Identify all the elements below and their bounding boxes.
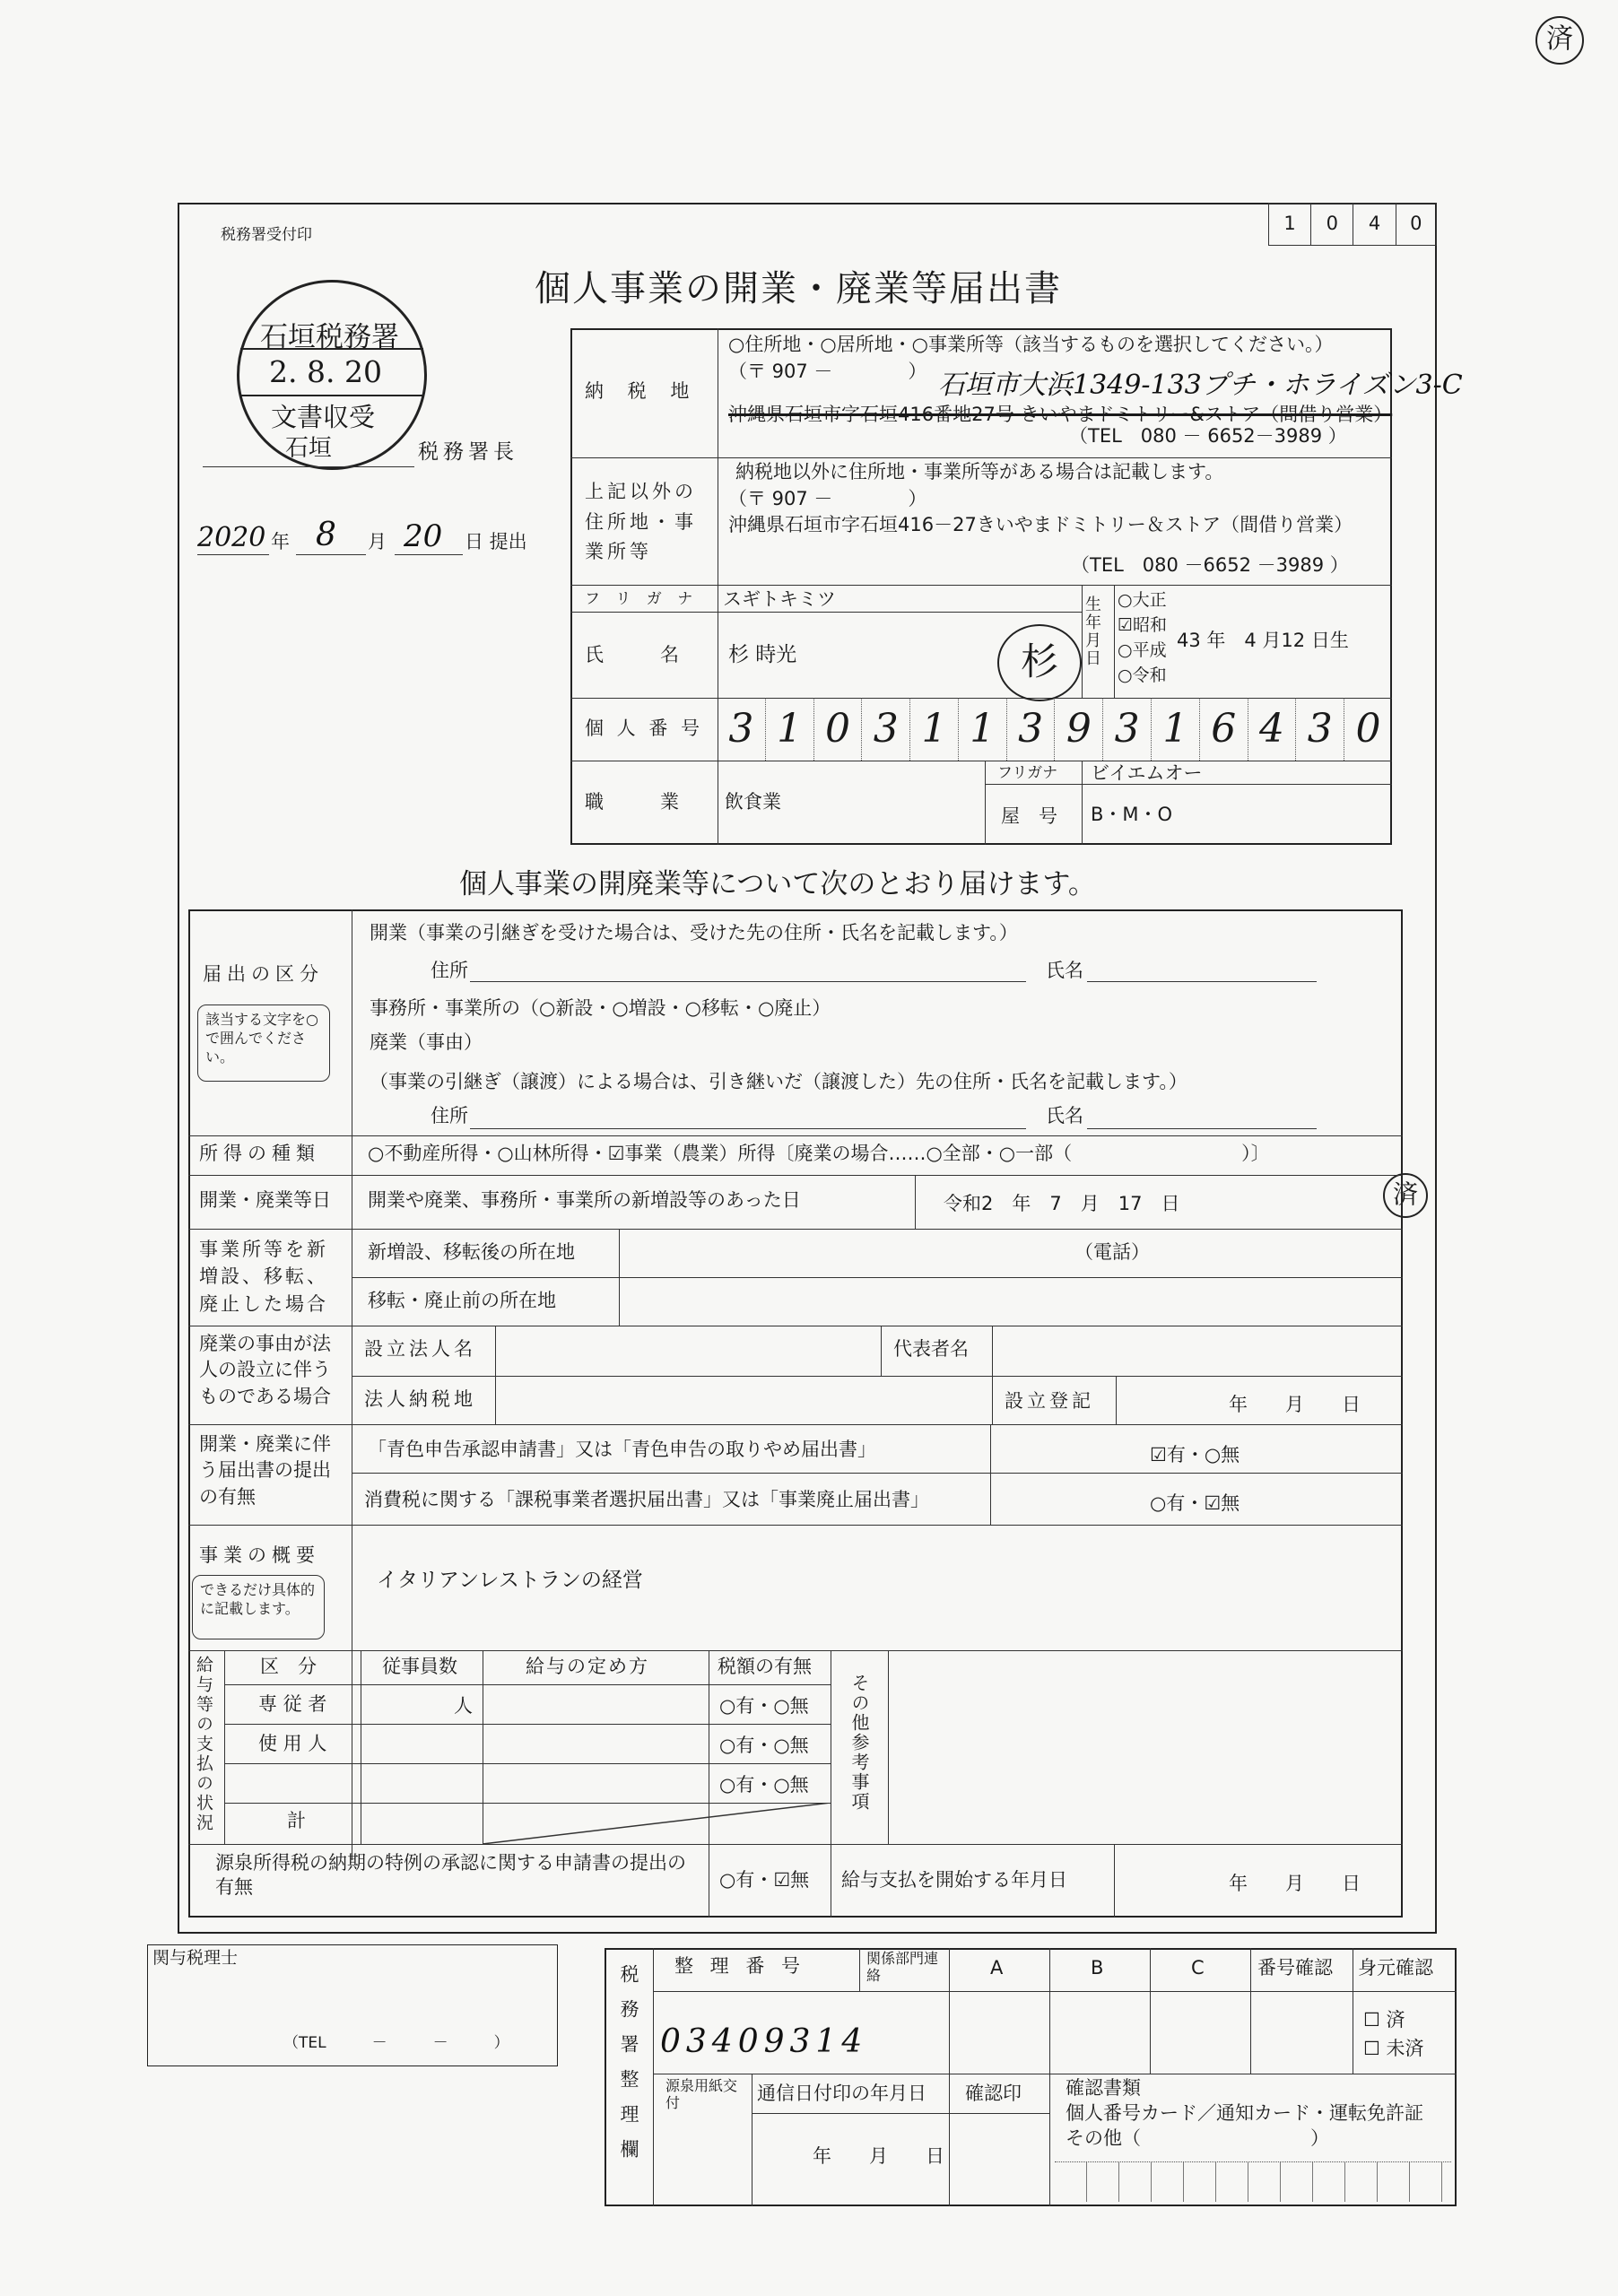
start-date-label: 開業・廃業等日 bbox=[199, 1189, 331, 1211]
start-date-value: 令和2 年 7 月 17 日 bbox=[944, 1193, 1180, 1214]
stamp-line bbox=[240, 395, 423, 396]
rule bbox=[188, 1175, 1403, 1176]
rule bbox=[188, 1844, 1403, 1845]
office-underline bbox=[203, 466, 414, 467]
my-number-digit: 1 bbox=[1152, 698, 1200, 761]
stamp-date: 2. 8. 20 bbox=[269, 354, 382, 389]
office-use-docs-label: 確認書類 bbox=[1066, 2077, 1141, 2099]
related-docs-label: 開業・廃業に伴う届出書の提出の有無 bbox=[199, 1433, 331, 1508]
corporation-name-label: 設立法人名 bbox=[364, 1338, 476, 1360]
rule bbox=[888, 1650, 889, 1844]
stamp-received: 文書収受 bbox=[271, 402, 376, 432]
subtitle: 個人事業の開廃業等について次のとおり届けます。 bbox=[459, 868, 1096, 900]
office-use-num-check: 番号確認 bbox=[1257, 1957, 1333, 1979]
my-number-digit: 6 bbox=[1200, 698, 1248, 761]
my-number-digit: 3 bbox=[862, 698, 910, 761]
tax-accountant-label: 関与税理士 bbox=[152, 1948, 239, 1968]
rule bbox=[1116, 1376, 1117, 1424]
rule bbox=[1114, 1844, 1115, 1918]
tax-place-address: 沖縄県石垣市字石垣416番地27号 きいやまドミトリー&ストア（間借り営業） bbox=[728, 404, 1393, 425]
withholding-label: 源泉所得税の納期の特例の承認に関する申請書の提出の有無 bbox=[215, 1852, 686, 1899]
office-change-label: 事業所等を新増設、移転、廃止した場合 bbox=[199, 1239, 328, 1315]
form-number bbox=[1268, 203, 1437, 246]
rule bbox=[188, 1650, 1403, 1651]
date-underline bbox=[197, 554, 269, 555]
rule bbox=[352, 1277, 1403, 1278]
office-use-ref-number: 03409314 bbox=[660, 2023, 868, 2060]
trade-name-furigana: ビイエムオー bbox=[1091, 762, 1203, 784]
notification-line1: 開業（事業の引継ぎを受けた場合は、受けた先の住所・氏名を記載します。） bbox=[370, 922, 1018, 944]
office-use-other-value: その他（ ） bbox=[1066, 2127, 1329, 2149]
office-use-col: C bbox=[1191, 1957, 1205, 1979]
tax-place-tel: （TEL 080 － 6652－3989 ） bbox=[1069, 425, 1347, 447]
my-number-digit: 4 bbox=[1248, 698, 1297, 761]
business-summary-note: できるだけ具体的に記載します。 bbox=[192, 1575, 325, 1639]
other-address-label: 上記以外の住所地・事業所等 bbox=[585, 481, 697, 563]
office-use-id-check: 身元確認 bbox=[1358, 1957, 1433, 1979]
corporation-label: 廃業の事由が法人の設立に伴うものである場合 bbox=[199, 1333, 331, 1407]
rule bbox=[752, 2113, 1049, 2114]
business-summary-label: 事業の概要 bbox=[199, 1544, 320, 1566]
trade-name-furigana-label: フリガナ bbox=[997, 764, 1058, 782]
salary-count: 人 bbox=[454, 1695, 473, 1717]
notification-address-line bbox=[470, 981, 1026, 982]
my-number-digit: 1 bbox=[910, 698, 959, 761]
related-docs-row1-value: ☑有・○無 bbox=[1150, 1444, 1240, 1465]
salary-category: 使 用 人 bbox=[258, 1733, 327, 1754]
notification-address-label-2: 住所 bbox=[431, 1105, 468, 1126]
submit-day: 20 bbox=[404, 518, 443, 554]
notification-name-line bbox=[1087, 1128, 1317, 1129]
corporation-tax-place-label: 法人納税地 bbox=[364, 1388, 476, 1410]
my-number-digit: 0 bbox=[814, 698, 863, 761]
withholding-value: ○有・☑無 bbox=[719, 1869, 810, 1891]
salary-header: 区 分 bbox=[260, 1656, 317, 1677]
notification-type-label: 届出の区分 bbox=[203, 963, 324, 985]
office-use-form-issue: 源泉用紙交付 bbox=[665, 2077, 738, 2112]
rule bbox=[570, 457, 1392, 458]
office-change-row1: 新増設、移転後の所在地 bbox=[368, 1241, 575, 1263]
birth-era: ○平成 bbox=[1118, 640, 1167, 660]
rule bbox=[881, 1326, 882, 1376]
form-title: 個人事業の開業・廃業等届出書 bbox=[535, 268, 1062, 309]
salary-total-diagonal bbox=[483, 1803, 831, 1844]
rule bbox=[1049, 2074, 1050, 2206]
office-use-confirm-label: 確認印 bbox=[965, 2083, 1022, 2104]
notification-line4: （事業の引継ぎ（譲渡）による場合は、引き継いだ（譲渡した）先の住所・氏名を記載します。） bbox=[370, 1071, 1187, 1092]
my-number-digit: 0 bbox=[1355, 706, 1381, 752]
rule bbox=[224, 1763, 831, 1764]
salary-tax: ○有・○無 bbox=[719, 1774, 809, 1796]
tax-accountant-tel: （TEL － － ） bbox=[283, 2034, 509, 2052]
furigana-value: スギトキミツ bbox=[723, 588, 836, 610]
income-type-label: 所得の種類 bbox=[199, 1143, 320, 1164]
office-use-id-option: ☐ 未済 bbox=[1363, 2038, 1424, 2059]
done-stamp-top: 済 bbox=[1535, 16, 1584, 65]
income-type-value: ○不動産所得・○山林所得・☑事業（農業）所得〔廃業の場合……○全部・○一部（ ）〕 bbox=[368, 1143, 1270, 1164]
notification-address-label: 住所 bbox=[431, 960, 468, 981]
rule bbox=[1049, 1948, 1050, 2074]
rule bbox=[653, 1991, 1457, 1992]
furigana-label: フ リ ガ ナ bbox=[585, 590, 699, 608]
business-summary-value: イタリアンレストランの経営 bbox=[377, 1569, 643, 1592]
trade-name-value: B・M・O bbox=[1091, 804, 1173, 825]
done-stamp-right: 済 bbox=[1383, 1173, 1428, 1218]
rule bbox=[915, 1175, 916, 1229]
other-address-value: 沖縄県石垣市字石垣416－27きいやまドミトリー＆ストア（間借り営業） bbox=[728, 514, 1353, 535]
rule bbox=[495, 1326, 496, 1424]
my-number-boxes bbox=[718, 698, 1392, 761]
submit-day-label: 日 提出 bbox=[465, 531, 527, 552]
birth-era: ○大正 bbox=[1118, 590, 1167, 610]
rule bbox=[1150, 1948, 1151, 2074]
name-seal: 杉 bbox=[997, 624, 1082, 701]
related-docs-row2: 消費税に関する「課税事業者選択届出書」又は「事業廃止届出書」 bbox=[364, 1489, 929, 1510]
withholding-start-label: 給与支払を開始する年月日 bbox=[841, 1869, 1067, 1891]
rule bbox=[1114, 585, 1115, 698]
rule bbox=[1250, 1948, 1251, 2074]
salary-header: 税額の有無 bbox=[718, 1656, 812, 1677]
rule bbox=[949, 1948, 950, 2074]
form-digit: 1 bbox=[1269, 204, 1311, 245]
form-digit: 0 bbox=[1410, 213, 1422, 234]
rule bbox=[1082, 761, 1083, 845]
salary-other-label: その他参考事項 bbox=[848, 1674, 870, 1812]
notification-line2: 事務所・事業所の（○新設・○増設・○移転・○廃止） bbox=[370, 997, 831, 1019]
other-address-postal: （〒 907 － ） bbox=[728, 488, 927, 509]
office-change-row2: 移転・廃止前の所在地 bbox=[368, 1290, 556, 1311]
stamp-office: 石垣税務署 bbox=[260, 321, 399, 353]
office-change-phone: （電話） bbox=[1074, 1241, 1150, 1263]
submit-year-label: 年 bbox=[271, 531, 290, 552]
name-label: 氏 名 bbox=[585, 644, 679, 665]
salary-tax: ○有・○無 bbox=[719, 1735, 809, 1756]
trade-name-label: 屋 号 bbox=[1001, 805, 1057, 827]
office-use-side-label: 税務署整理欄 bbox=[618, 1964, 639, 2174]
rule bbox=[619, 1229, 620, 1326]
other-address-note: 納税地以外に住所地・事業所等がある場合は記載します。 bbox=[735, 461, 1224, 483]
rule bbox=[188, 1525, 1403, 1526]
salary-tax: ○有・○無 bbox=[719, 1695, 809, 1717]
my-number-digit: 1 bbox=[766, 698, 814, 761]
other-address-tel: （TEL 080 －6652 －3989 ） bbox=[1071, 554, 1349, 576]
my-number-digit: 3 bbox=[718, 698, 766, 761]
office-use-docs-value: 個人番号カード／通知カード・運転免許証 bbox=[1066, 2102, 1423, 2124]
my-number-digit: 3 bbox=[1296, 698, 1344, 761]
birth-label: 生年月日 bbox=[1083, 596, 1101, 667]
salary-category: 計 bbox=[287, 1810, 306, 1831]
rule bbox=[992, 1326, 993, 1376]
date-underline bbox=[395, 554, 463, 555]
salary-header: 従事員数 bbox=[382, 1656, 457, 1677]
my-number-digit: 3 bbox=[1103, 698, 1152, 761]
rule bbox=[985, 761, 986, 845]
office-use-dotted-boxes bbox=[1055, 2161, 1451, 2202]
form-digit: 4 bbox=[1353, 204, 1396, 245]
tax-place-postal: （〒 907 － ） bbox=[728, 361, 927, 382]
rule bbox=[653, 1948, 654, 2206]
notification-name-label: 氏名 bbox=[1046, 960, 1083, 981]
form-digit: 0 bbox=[1311, 204, 1353, 245]
rule bbox=[188, 1135, 1403, 1136]
notification-name-label-2: 氏名 bbox=[1046, 1105, 1083, 1126]
rule bbox=[188, 1424, 1403, 1425]
office-suffix: 税務署長 bbox=[418, 440, 518, 464]
salary-side-label: 給与等の支払の状況 bbox=[194, 1656, 213, 1833]
related-docs-row2-value: ○有・☑無 bbox=[1150, 1492, 1240, 1514]
rule bbox=[570, 585, 1392, 586]
occupation-value: 飲食業 bbox=[725, 791, 781, 813]
rule bbox=[570, 612, 1082, 613]
notification-address-line bbox=[470, 1128, 1026, 1129]
rule bbox=[352, 1376, 1403, 1377]
corporation-reg-value: 年 月 日 bbox=[1229, 1394, 1361, 1415]
office-use-col: A bbox=[990, 1957, 1004, 1979]
main-table bbox=[188, 909, 1403, 1918]
birth-era: ○令和 bbox=[1118, 665, 1167, 685]
rule bbox=[992, 1376, 993, 1424]
office-name: 石垣 bbox=[285, 435, 333, 462]
corporation-rep-label: 代表者名 bbox=[893, 1338, 969, 1360]
notification-name-line bbox=[1087, 981, 1317, 982]
salary-category: 専 従 者 bbox=[258, 1693, 327, 1715]
start-date-desc: 開業や廃業、事務所・事業所の新増設等のあった日 bbox=[368, 1189, 801, 1211]
related-docs-row1: 「青色申告承認申請書」又は「青色申告の取りやめ届出書」 bbox=[368, 1439, 876, 1460]
my-number-digit: 3 bbox=[1007, 698, 1056, 761]
rule bbox=[224, 1684, 831, 1685]
my-number-digit: 9 bbox=[1055, 698, 1103, 761]
withholding-start-value: 年 月 日 bbox=[1229, 1873, 1361, 1894]
office-use-date-label: 通信日付印の年月日 bbox=[757, 2083, 926, 2104]
rule bbox=[949, 2074, 950, 2206]
rule bbox=[352, 1473, 1403, 1474]
rule bbox=[188, 1229, 1403, 1230]
submit-month: 8 bbox=[316, 517, 336, 553]
birth-era: ☑昭和 bbox=[1118, 615, 1168, 635]
corporation-reg-label: 設立登記 bbox=[1005, 1390, 1094, 1412]
submit-month-label: 月 bbox=[368, 531, 387, 552]
rule bbox=[859, 1948, 860, 1991]
date-underline bbox=[296, 554, 366, 555]
tax-place-label: 納 税 地 bbox=[585, 380, 699, 402]
rule bbox=[224, 1724, 831, 1725]
rule bbox=[224, 1650, 225, 1844]
receipt-stamp-label: 税務署受付印 bbox=[221, 226, 312, 244]
birth-date: 43 年 4 月12 日生 bbox=[1177, 630, 1349, 651]
office-use-col: B bbox=[1091, 1957, 1104, 1979]
office-use-date-value: 年 月 日 bbox=[813, 2145, 944, 2167]
office-use-dept-label: 関係部門連絡 bbox=[866, 1950, 939, 1985]
my-number-label: 個 人 番 号 bbox=[585, 718, 704, 739]
name-value: 杉 時光 bbox=[728, 643, 797, 666]
rule bbox=[990, 1424, 991, 1525]
occupation-label: 職 業 bbox=[585, 791, 679, 813]
notification-type-note: 該当する文字を○で囲んでください。 bbox=[197, 1004, 330, 1082]
tax-place-handwritten: 石垣市大浜1349-133プチ・ホライズン3-C bbox=[938, 370, 1463, 401]
office-use-ref-label: 整 理 番 号 bbox=[674, 1955, 806, 1977]
my-number-digit: 1 bbox=[959, 698, 1007, 761]
notification-line3: 廃業（事由） bbox=[370, 1031, 483, 1053]
submit-year: 2020 bbox=[197, 522, 266, 553]
tax-place-options: ○住所地・○居所地・○事業所等（該当するものを選択してください。） bbox=[728, 334, 1334, 355]
office-use-id-option: ☐ 済 bbox=[1363, 2009, 1405, 2031]
salary-header: 給与の定め方 bbox=[526, 1656, 649, 1677]
